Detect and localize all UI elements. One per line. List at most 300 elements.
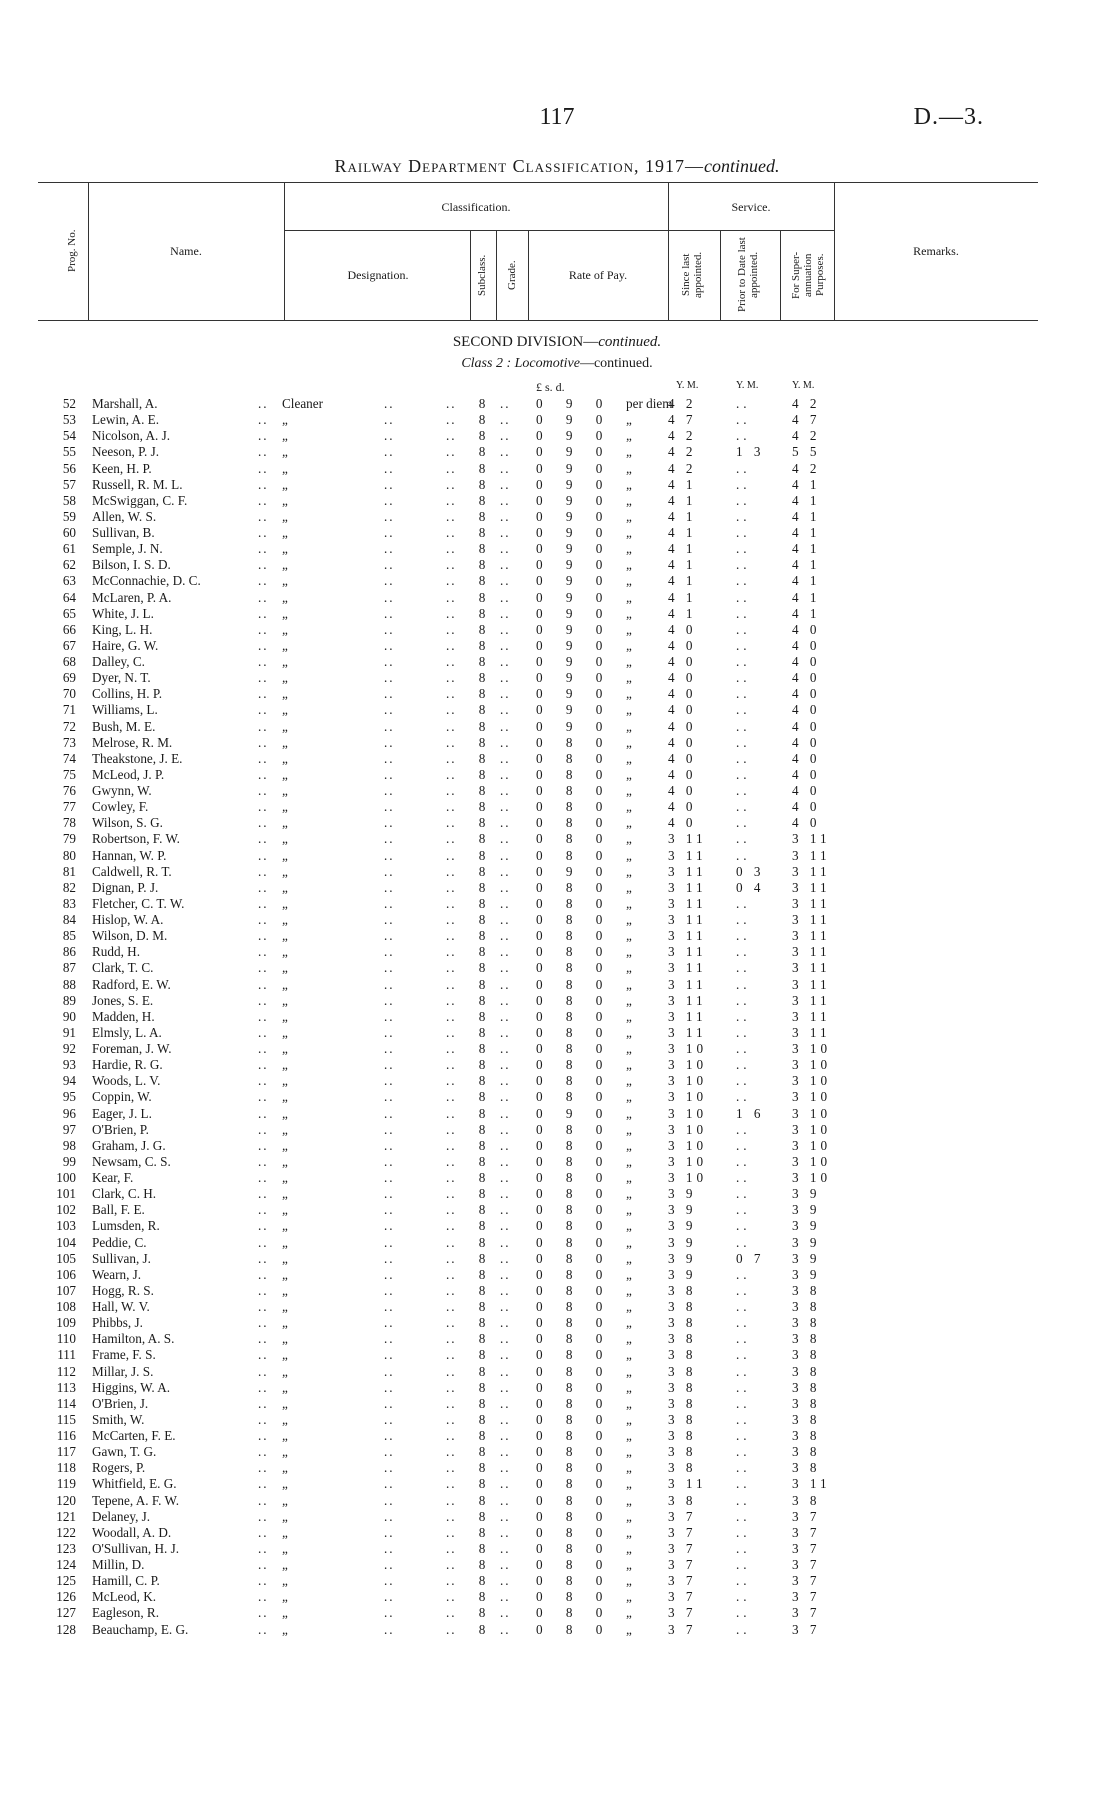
employee-name: McLeod, J. P.	[92, 766, 165, 782]
service-prior: ..	[736, 1234, 751, 1250]
rate-of-pay: 0 9 0	[536, 525, 613, 540]
prog-no: 69	[62, 670, 76, 686]
table-row	[0, 1557, 1114, 1573]
leader-dots: ..	[446, 960, 457, 976]
leader-dots: ..	[500, 1411, 511, 1427]
leader-dots: ..	[446, 1589, 457, 1605]
designation: „	[282, 766, 288, 782]
service-prior: ..	[736, 492, 751, 508]
leader-dots: ..	[446, 1315, 457, 1331]
leader-dots: ..	[258, 1444, 269, 1460]
service-since-last: 3 11	[668, 960, 707, 976]
service-superannuation: 3 11	[792, 992, 831, 1008]
pay-period: „	[626, 863, 632, 879]
rate-of-pay: 0 8 0	[536, 1266, 613, 1282]
designation: „	[282, 863, 288, 879]
subclass: 8	[478, 1363, 486, 1379]
subclass: 8	[478, 1008, 486, 1024]
table-row	[0, 751, 1114, 767]
subclass: 8	[478, 1573, 486, 1589]
prog-no: 120	[56, 1492, 76, 1508]
service-prior: ..	[736, 1121, 751, 1137]
service-prior: ..	[736, 1282, 751, 1298]
subclass: 8	[478, 686, 486, 702]
leader-dots: ..	[258, 1218, 269, 1234]
service-since-last: 4 2	[668, 396, 697, 411]
service-prior: ..	[736, 944, 751, 960]
prog-no: 85	[62, 928, 76, 944]
pay-period: „	[626, 1363, 632, 1379]
rate-of-pay: 0 9 0	[536, 541, 613, 557]
subclass: 8	[478, 1411, 486, 1427]
leader-dots: ..	[446, 1250, 457, 1266]
service-prior: ..	[736, 1073, 751, 1089]
prog-no: 119	[56, 1476, 76, 1492]
service-superannuation: 3 10	[792, 1073, 832, 1089]
service-since-last: 4 1	[668, 525, 697, 540]
service-since-last: 3 7	[668, 1621, 697, 1637]
rate-of-pay: 0 9 0	[536, 476, 613, 492]
service-prior: ..	[736, 1573, 751, 1589]
employee-name: Hamill, C. P.	[92, 1573, 160, 1589]
employee-name: McLaren, P. A.	[92, 589, 172, 605]
table-row	[0, 1154, 1114, 1170]
rate-of-pay: 0 8 0	[536, 1202, 613, 1218]
service-since-last: 3 7	[668, 1589, 697, 1605]
header-name: Name.	[170, 244, 202, 258]
leader-dots: ..	[500, 428, 511, 444]
pay-period: „	[626, 444, 632, 460]
designation: „	[282, 1621, 288, 1637]
rate-of-pay: 0 8 0	[536, 1395, 613, 1411]
service-since-last: 3 9	[668, 1218, 697, 1234]
rate-of-pay: 0 8 0	[536, 895, 613, 911]
leader-dots: ..	[384, 428, 395, 444]
leader-dots: ..	[500, 1605, 511, 1621]
service-since-last: 4 2	[668, 444, 697, 460]
leader-dots: ..	[446, 396, 457, 411]
leader-dots: ..	[384, 1186, 395, 1202]
leader-dots: ..	[258, 815, 269, 831]
service-since-last: 3 11	[668, 895, 707, 911]
prog-no: 125	[56, 1573, 76, 1589]
prog-no: 128	[56, 1621, 76, 1637]
rate-of-pay: 0 9 0	[536, 412, 613, 428]
designation: „	[282, 1557, 288, 1572]
service-prior: ..	[736, 928, 751, 944]
employee-name: Whitfield, E. G.	[92, 1476, 177, 1492]
rate-of-pay: 0 8 0	[536, 992, 613, 1008]
subclass: 8	[478, 734, 486, 750]
subclass: 8	[478, 1395, 486, 1411]
leader-dots: ..	[258, 1411, 269, 1427]
employee-name: Newsam, C. S.	[92, 1153, 171, 1169]
leader-dots: ..	[258, 1234, 269, 1250]
pay-period: „	[626, 1266, 632, 1282]
prog-no: 113	[56, 1379, 76, 1395]
leader-dots: ..	[384, 1234, 395, 1250]
designation: „	[282, 428, 288, 444]
employee-name: Beauchamp, E. G.	[92, 1621, 189, 1637]
subclass: 8	[478, 557, 486, 573]
service-since-last: 4 1	[668, 605, 697, 621]
service-since-last: 3 11	[668, 847, 707, 863]
prog-no: 73	[62, 734, 76, 750]
service-superannuation: 3 10	[792, 1057, 832, 1073]
rate-of-pay: 0 9 0	[536, 863, 613, 879]
header-prior-to: Prior to Date last appointed.	[736, 237, 760, 313]
leader-dots: ..	[258, 750, 269, 766]
designation: „	[282, 879, 288, 895]
pay-period: „	[626, 557, 632, 573]
leader-dots: ..	[258, 670, 269, 686]
table-row	[0, 1622, 1114, 1638]
table-row	[0, 622, 1114, 638]
service-superannuation: 3 11	[792, 1024, 831, 1040]
employee-name: King, L. H.	[92, 621, 153, 637]
employee-name: Melrose, R. M.	[92, 734, 173, 750]
subclass: 8	[478, 1347, 486, 1363]
leader-dots: ..	[384, 1315, 395, 1331]
service-since-last: 3 7	[668, 1540, 697, 1556]
leader-dots: ..	[258, 1589, 269, 1605]
rate-of-pay: 0 9 0	[536, 428, 613, 444]
header-designation: Designation.	[347, 268, 409, 282]
service-since-last: 4 1	[668, 573, 697, 589]
subclass: 8	[478, 1057, 486, 1073]
leader-dots: ..	[258, 1041, 269, 1056]
rate-of-pay: 0 8 0	[536, 1573, 613, 1589]
leader-dots: ..	[258, 863, 269, 879]
table-row	[0, 1186, 1114, 1202]
prog-no: 111	[57, 1347, 76, 1363]
table-row	[0, 670, 1114, 686]
rate-of-pay: 0 8 0	[536, 1089, 613, 1105]
employee-name: Millar, J. S.	[92, 1363, 154, 1379]
service-prior: ..	[736, 799, 751, 815]
leader-dots: ..	[446, 1492, 457, 1508]
employee-name: Haire, G. W.	[92, 637, 159, 653]
employee-name: Caldwell, R. T.	[92, 863, 172, 879]
leader-dots: ..	[446, 460, 457, 476]
service-superannuation: 3 8	[792, 1379, 821, 1395]
designation: Cleaner	[282, 396, 324, 411]
pay-period: „	[626, 1315, 632, 1331]
leader-dots: ..	[500, 1266, 511, 1282]
service-prior: ..	[736, 1153, 751, 1169]
service-since-last: 4 1	[668, 557, 697, 573]
leader-dots: ..	[446, 815, 457, 831]
leader-dots: ..	[258, 702, 269, 718]
leader-dots: ..	[258, 396, 269, 411]
pay-period: „	[626, 1089, 632, 1105]
subclass: 8	[478, 444, 486, 460]
table-row	[0, 928, 1114, 944]
rate-of-pay: 0 9 0	[536, 492, 613, 508]
leader-dots: ..	[500, 1331, 511, 1347]
leader-dots: ..	[446, 1428, 457, 1443]
prog-no: 80	[62, 847, 76, 863]
prog-no: 78	[62, 815, 76, 831]
service-superannuation: 3 8	[792, 1460, 821, 1476]
leader-dots: ..	[500, 573, 511, 589]
service-superannuation: 4 0	[792, 686, 821, 702]
table-row	[0, 896, 1114, 912]
leader-dots: ..	[384, 1041, 395, 1056]
service-since-last: 4 2	[668, 460, 697, 476]
designation: „	[282, 1266, 288, 1282]
leader-dots: ..	[258, 1524, 269, 1540]
prog-no: 53	[62, 412, 76, 428]
service-prior: ..	[736, 1411, 751, 1427]
rate-of-pay: 0 8 0	[536, 1476, 613, 1492]
table-row	[0, 912, 1114, 928]
service-superannuation: 3 10	[792, 1121, 832, 1137]
rate-of-pay: 0 8 0	[536, 1492, 613, 1508]
leader-dots: ..	[258, 1137, 269, 1153]
service-superannuation: 3 11	[792, 831, 831, 847]
subclass: 8	[478, 1282, 486, 1298]
pay-period: „	[626, 525, 632, 540]
designation: „	[282, 1186, 288, 1202]
rate-of-pay: 0 8 0	[536, 944, 613, 960]
leader-dots: ..	[384, 1089, 395, 1105]
pay-period: „	[626, 589, 632, 605]
service-prior: ..	[736, 1492, 751, 1508]
service-since-last: 3 9	[668, 1250, 697, 1266]
subclass: 8	[478, 928, 486, 944]
leader-dots: ..	[258, 718, 269, 734]
employee-name: Eager, J. L.	[92, 1105, 152, 1121]
leader-dots: ..	[500, 1379, 511, 1395]
prog-no: 109	[56, 1315, 76, 1331]
leader-dots: ..	[384, 1557, 395, 1572]
designation: „	[282, 1057, 288, 1073]
prog-no: 82	[62, 879, 76, 895]
leader-dots: ..	[446, 799, 457, 815]
leader-dots: ..	[258, 589, 269, 605]
leader-dots: ..	[258, 1605, 269, 1621]
service-since-last: 3 8	[668, 1460, 697, 1476]
table-row	[0, 1541, 1114, 1557]
leader-dots: ..	[500, 1186, 511, 1202]
designation: „	[282, 1121, 288, 1137]
pay-period: „	[626, 1428, 632, 1443]
employee-name: Clark, T. C.	[92, 960, 154, 976]
employee-name: Gwynn, W.	[92, 783, 152, 798]
leader-dots: ..	[258, 1282, 269, 1298]
employee-name: Theakstone, J. E.	[92, 750, 183, 766]
subclass: 8	[478, 1234, 486, 1250]
pay-period: „	[626, 1557, 632, 1572]
prog-no: 98	[62, 1137, 76, 1153]
table-row	[0, 977, 1114, 993]
rate-of-pay: 0 9 0	[536, 508, 613, 524]
rate-of-pay: 0 9 0	[536, 1105, 613, 1121]
pay-period: „	[626, 1250, 632, 1266]
leader-dots: ..	[384, 1331, 395, 1347]
employee-name: Wilson, D. M.	[92, 928, 168, 944]
service-prior: ..	[736, 460, 751, 476]
service-prior: ..	[736, 1202, 751, 1218]
rate-of-pay: 0 8 0	[536, 1540, 613, 1556]
rate-of-pay: 0 8 0	[536, 1137, 613, 1153]
service-prior: ..	[736, 1008, 751, 1024]
table-row	[0, 444, 1114, 460]
service-superannuation: 4 0	[792, 654, 821, 669]
pay-period: „	[626, 1186, 632, 1202]
designation: „	[282, 1460, 288, 1476]
leader-dots: ..	[258, 1460, 269, 1476]
pay-period: „	[626, 702, 632, 718]
rate-of-pay: 0 9 0	[536, 605, 613, 621]
prog-no: 97	[62, 1121, 76, 1137]
pay-period: „	[626, 1524, 632, 1540]
employee-name: McCarten, F. E.	[92, 1428, 176, 1443]
employee-name: Hogg, R. S.	[92, 1282, 154, 1298]
employee-name: Dalley, C.	[92, 654, 145, 669]
leader-dots: ..	[446, 750, 457, 766]
table-row	[0, 864, 1114, 880]
leader-dots: ..	[258, 605, 269, 621]
service-prior: ..	[736, 718, 751, 734]
designation: „	[282, 1331, 288, 1347]
service-since-last: 3 10	[668, 1105, 708, 1121]
employee-name: Wilson, S. G.	[92, 815, 163, 831]
leader-dots: ..	[500, 1105, 511, 1121]
service-superannuation: 3 11	[792, 944, 831, 960]
leader-dots: ..	[258, 1331, 269, 1347]
service-since-last: 4 0	[668, 702, 697, 718]
table-row	[0, 428, 1114, 444]
employee-name: Peddie, C.	[92, 1234, 147, 1250]
leader-dots: ..	[258, 928, 269, 944]
leader-dots: ..	[258, 1428, 269, 1443]
employee-name: Hamilton, A. S.	[92, 1331, 175, 1347]
designation: „	[282, 412, 288, 428]
leader-dots: ..	[446, 525, 457, 540]
employee-name: Hannan, W. P.	[92, 847, 167, 863]
designation: „	[282, 895, 288, 911]
pay-period: „	[626, 1073, 632, 1089]
leader-dots: ..	[500, 1315, 511, 1331]
subclass: 8	[478, 1492, 486, 1508]
designation: „	[282, 960, 288, 976]
leader-dots: ..	[258, 1573, 269, 1589]
service-superannuation: 3 7	[792, 1589, 821, 1605]
service-since-last: 4 0	[668, 783, 697, 798]
rate-of-pay: 0 8 0	[536, 1153, 613, 1169]
subclass: 8	[478, 670, 486, 686]
leader-dots: ..	[384, 1395, 395, 1411]
service-prior: ..	[736, 573, 751, 589]
employee-name: Clark, C. H.	[92, 1186, 157, 1202]
leader-dots: ..	[258, 621, 269, 637]
leader-dots: ..	[500, 621, 511, 637]
service-prior: 0 4	[736, 879, 765, 895]
employee-name: Madden, H.	[92, 1008, 155, 1024]
employee-name: Neeson, P. J.	[92, 444, 160, 460]
prog-no: 92	[62, 1041, 76, 1056]
service-since-last: 4 0	[668, 750, 697, 766]
service-superannuation: 4 0	[792, 766, 821, 782]
service-superannuation: 3 8	[792, 1444, 821, 1460]
rate-of-pay: 0 8 0	[536, 1121, 613, 1137]
service-prior: ..	[736, 621, 751, 637]
leader-dots: ..	[446, 637, 457, 653]
prog-no: 83	[62, 895, 76, 911]
leader-dots: ..	[500, 1202, 511, 1218]
document-title-main: Railway Department Classification, 1917—	[334, 156, 704, 176]
leader-dots: ..	[384, 1282, 395, 1298]
service-since-last: 3 7	[668, 1508, 697, 1524]
leader-dots: ..	[446, 654, 457, 669]
rate-of-pay: 0 9 0	[536, 589, 613, 605]
subclass: 8	[478, 1315, 486, 1331]
table-row	[0, 396, 1114, 412]
leader-dots: ..	[446, 1024, 457, 1040]
rate-of-pay: 0 8 0	[536, 1508, 613, 1524]
prog-no: 95	[62, 1089, 76, 1105]
table-row	[0, 831, 1114, 847]
leader-dots: ..	[500, 702, 511, 718]
service-superannuation: 4 1	[792, 492, 821, 508]
pay-period: „	[626, 686, 632, 702]
leader-dots: ..	[258, 992, 269, 1008]
service-prior: ..	[736, 895, 751, 911]
prog-no: 110	[56, 1331, 76, 1347]
prog-no: 91	[62, 1024, 76, 1040]
service-superannuation: 3 8	[792, 1492, 821, 1508]
leader-dots: ..	[258, 960, 269, 976]
leader-dots: ..	[446, 1105, 457, 1121]
service-superannuation: 4 0	[792, 734, 821, 750]
leader-dots: ..	[384, 734, 395, 750]
service-since-last: 3 11	[668, 863, 707, 879]
table-row	[0, 815, 1114, 831]
prog-no: 106	[56, 1266, 76, 1282]
prog-no: 62	[62, 557, 76, 573]
prog-no: 112	[56, 1363, 76, 1379]
leader-dots: ..	[258, 1621, 269, 1637]
leader-dots: ..	[258, 637, 269, 653]
leader-dots: ..	[384, 1460, 395, 1476]
leader-dots: ..	[384, 492, 395, 508]
pay-period: „	[626, 1573, 632, 1589]
leader-dots: ..	[258, 831, 269, 847]
pay-period: „	[626, 1234, 632, 1250]
leader-dots: ..	[500, 557, 511, 573]
rate-of-pay: 0 8 0	[536, 1589, 613, 1605]
subclass: 8	[478, 718, 486, 734]
leader-dots: ..	[500, 879, 511, 895]
table-row	[0, 1509, 1114, 1525]
service-since-last: 4 7	[668, 412, 697, 428]
employee-name: Keen, H. P.	[92, 460, 152, 476]
employee-name: Elmsly, L. A.	[92, 1024, 162, 1040]
subclass: 8	[478, 1428, 486, 1443]
employee-name: Graham, J. G.	[92, 1137, 166, 1153]
leader-dots: ..	[500, 1621, 511, 1637]
leader-dots: ..	[446, 1331, 457, 1347]
leader-dots: ..	[384, 944, 395, 960]
leader-dots: ..	[258, 525, 269, 540]
leader-dots: ..	[446, 1460, 457, 1476]
service-prior: ..	[736, 670, 751, 686]
service-superannuation: 3 8	[792, 1347, 821, 1363]
service-superannuation: 3 10	[792, 1153, 832, 1169]
header-remarks: Remarks.	[913, 244, 959, 258]
